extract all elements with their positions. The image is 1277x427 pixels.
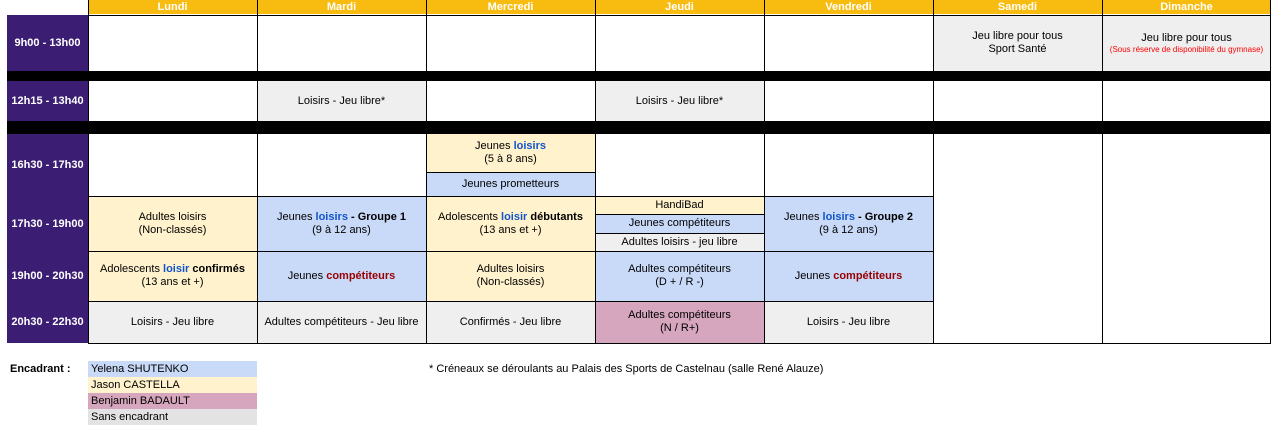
time-9h00: 9h00 - 13h00	[7, 15, 88, 71]
cell-mardi-19h00	[257, 251, 426, 301]
cell-line	[795, 270, 903, 283]
cell-line: Jeunes prometteurs	[461, 177, 560, 190]
time-17h30: 17h30 - 19h00	[7, 196, 88, 251]
header-mardi: Mardi	[257, 0, 426, 14]
text-part: Jeunes	[277, 210, 316, 223]
separator-bar	[7, 121, 1271, 134]
grid-line	[764, 0, 765, 344]
cell-jeudi-20h30	[595, 301, 764, 343]
cell-line: Loisirs - Jeu libre	[806, 315, 891, 328]
text-part: - Groupe 2	[854, 210, 913, 223]
cell-line: Adultes compétiteurs - Jeu libre	[264, 315, 419, 328]
grid-line	[88, 0, 89, 344]
cell-mardi-17h30	[257, 196, 426, 251]
text-part: Jeunes	[794, 269, 834, 282]
cell-line	[288, 270, 396, 283]
legend-item-badault: Benjamin BADAULT	[88, 393, 257, 409]
cell-jeudi-12h15	[595, 81, 764, 121]
text-part: Adolescents	[438, 210, 502, 223]
cell-line: (13 ans et +)	[141, 276, 204, 288]
cell-line: Jeu libre pour tous	[972, 30, 1063, 42]
cell-jeudi-17h30-a	[595, 196, 764, 214]
cell-line: HandiBad	[655, 198, 704, 211]
cell-line: Loisirs - Jeu libre*	[297, 94, 386, 107]
cell-line: (Non-classés)	[138, 223, 207, 236]
cell-mercredi-16h30-b	[426, 172, 595, 196]
grid-line	[257, 0, 258, 344]
cell-line: (9 à 12 ans)	[312, 223, 371, 236]
cell-line: Sport Santé	[988, 43, 1047, 55]
cell-mardi-12h15	[257, 81, 426, 121]
cell-line: (9 à 12 ans)	[819, 223, 878, 236]
header-jeudi: Jeudi	[595, 0, 764, 14]
cell-line: Confirmés - Jeu libre	[459, 315, 562, 328]
grid-line	[88, 196, 933, 197]
highlight-text: loisirs	[315, 210, 348, 223]
grid-line	[595, 233, 764, 234]
cell-jeudi-19h00	[595, 251, 764, 301]
cell-line: (N / R+)	[660, 322, 699, 334]
cell-samedi-9h00	[933, 15, 1102, 71]
cell-line	[784, 211, 913, 224]
text-part: confirmés	[189, 263, 245, 275]
cell-line: (Non-classés)	[476, 276, 545, 288]
cell-lundi-17h30	[88, 196, 257, 251]
highlight-text: compétiteurs	[326, 269, 396, 282]
cell-vendredi-19h00	[764, 251, 933, 301]
cell-line	[438, 211, 583, 224]
cell-lundi-20h30	[88, 301, 257, 343]
text-part: Jeunes	[784, 210, 823, 223]
cell-line: (5 à 8 ans)	[484, 153, 537, 165]
grid-line	[88, 15, 1271, 16]
cell-line: (13 ans et +)	[479, 223, 542, 236]
grid-line	[1102, 0, 1103, 344]
cell-jeudi-17h30-c	[595, 233, 764, 251]
cell-dimanche-9h00	[1102, 15, 1271, 71]
grid-line	[426, 172, 595, 173]
header-lundi: Lundi	[88, 0, 257, 14]
footnote: * Créneaux se déroulants au Palais des Sports de Castelnau (salle René Alauze)	[429, 363, 824, 375]
cell-line: Adultes loisirs - jeu libre	[621, 235, 738, 248]
grid-line	[1270, 0, 1271, 344]
cell-line: (D + / R -)	[655, 276, 704, 288]
grid-line	[88, 343, 1271, 344]
highlight-text: loisir	[501, 210, 528, 223]
legend-item-castella: Jason CASTELLA	[88, 377, 257, 393]
cell-line: Adultes compétiteurs	[628, 263, 731, 275]
cell-line: Adultes loisirs	[138, 210, 207, 223]
grid-line	[88, 251, 933, 252]
grid-line	[88, 301, 933, 302]
text-part: débutants	[527, 210, 583, 223]
cell-mercredi-17h30	[426, 196, 595, 251]
cell-line	[277, 211, 406, 224]
cell-vendredi-17h30	[764, 196, 933, 251]
cell-line	[475, 140, 546, 153]
highlight-text: compétiteurs	[833, 269, 903, 282]
time-12h15: 12h15 - 13h40	[7, 81, 88, 121]
grid-line	[595, 0, 596, 344]
cell-line: Loisirs - Jeu libre*	[635, 94, 724, 107]
time-20h30: 20h30 - 22h30	[7, 301, 88, 343]
cell-line: Loisirs - Jeu libre	[130, 315, 215, 328]
header-vendredi: Vendredi	[764, 0, 933, 14]
cell-line	[100, 263, 245, 276]
cell-line: Jeunes compétiteurs	[628, 217, 731, 229]
cell-line: Jeu libre pour tous	[1141, 31, 1232, 44]
legend-item-sans-encadrant: Sans encadrant	[88, 409, 257, 425]
legend-title: Encadrant :	[10, 363, 71, 375]
header-mercredi: Mercredi	[426, 0, 595, 14]
cell-jeudi-17h30-b	[595, 214, 764, 233]
grid-line	[595, 214, 764, 215]
cell-vendredi-20h30	[764, 301, 933, 343]
text-part: - Groupe 1	[347, 210, 406, 223]
cell-mercredi-19h00	[426, 251, 595, 301]
highlight-text: loisirs	[822, 210, 855, 223]
legend-item-shutenko: Yelena SHUTENKO	[88, 361, 257, 377]
cell-line: Adultes loisirs	[476, 263, 545, 275]
text-part: Jeunes	[287, 269, 327, 282]
separator-bar	[7, 71, 1271, 81]
highlight-text: loisir	[163, 263, 190, 275]
text-part: Jeunes	[475, 140, 514, 152]
time-19h00: 19h00 - 20h30	[7, 251, 88, 301]
availability-note: (Sous réserve de disponibilité du gymnase)	[1109, 44, 1264, 54]
cell-mardi-20h30	[257, 301, 426, 343]
cell-line: Adultes compétiteurs	[628, 309, 731, 321]
header-dimanche: Dimanche	[1102, 0, 1271, 14]
cell-mercredi-16h30-a	[426, 134, 595, 172]
grid-line	[933, 0, 934, 344]
highlight-text: loisirs	[513, 140, 546, 152]
text-part: Adolescents	[100, 263, 164, 275]
cell-mercredi-20h30	[426, 301, 595, 343]
header-samedi: Samedi	[933, 0, 1102, 14]
time-16h30: 16h30 - 17h30	[7, 134, 88, 196]
cell-lundi-19h00	[88, 251, 257, 301]
